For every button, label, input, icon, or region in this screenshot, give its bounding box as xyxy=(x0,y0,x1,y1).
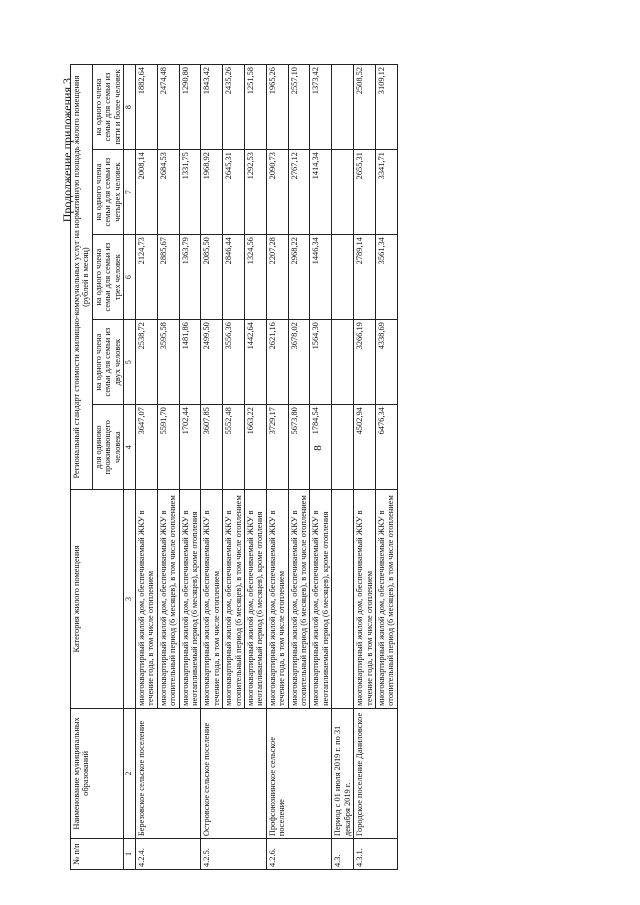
value-cell: 2621,16 xyxy=(266,320,288,405)
value-cell: 1564,30 xyxy=(310,320,332,405)
header-family-5: на одного члена семьи для семьи из пяти и более человек xyxy=(92,65,123,150)
value-cell: 2684,53 xyxy=(157,150,179,235)
dwelling-category: многоквартирный жилой дом, обеспечиваемый ЖКУ в отопительный период (6 месяцев), в том числе отоплением xyxy=(157,490,179,709)
header-municipality: Наименование муниципальных образований xyxy=(71,708,124,838)
tariff-table xyxy=(70,64,398,870)
dwelling-category: многоквартирный жилой дом, обеспечиваемый ЖКУ в неотапливаемый период (6 месяцев), кроме отопления xyxy=(310,490,332,709)
value-cell: 1363,79 xyxy=(179,235,201,320)
municipality-name: Профсоюзнинское сельское поселение xyxy=(266,708,331,838)
value-cell: 1843,42 xyxy=(201,65,223,150)
row-number: 4.2.5. xyxy=(201,839,266,870)
header-no: № п/п xyxy=(71,839,124,870)
header-family-3: на одного члена семьи для семьи из трех человек xyxy=(92,235,123,320)
value-cell: 2508,52 xyxy=(354,65,376,150)
value-cell: 1290,80 xyxy=(179,65,201,150)
value-cell: 2885,67 xyxy=(157,235,179,320)
value-cell: 5673,80 xyxy=(288,405,310,490)
dwelling-category: многоквартирный жилой дом, обеспечиваемый ЖКУ в течение года, в том числе отоплением xyxy=(354,490,376,709)
value-cell: 3266,19 xyxy=(354,320,376,405)
header-standard-group: Региональный стандарт стоимости жилищно-коммунальных услуг на нормативную площадь жилого помещения (рублей в месяц) xyxy=(71,65,93,490)
dwelling-category: многоквартирный жилой дом, обеспечиваемый ЖКУ в течение года, в том числе отоплением xyxy=(266,490,288,709)
table-row xyxy=(332,65,354,870)
header-single: для одиноко проживающего человека xyxy=(92,405,123,490)
value-cell: 4502,94 xyxy=(354,405,376,490)
header-family-2: на одного члена семьи для семьи из двух человек xyxy=(92,320,123,405)
value-cell: 1481,86 xyxy=(179,320,201,405)
dwelling-category: многоквартирный жилой дом, обеспечиваемый ЖКУ в течение года, в том числе отоплением xyxy=(135,490,157,709)
value-cell: 1331,75 xyxy=(179,150,201,235)
value-cell: 1414,34 xyxy=(310,150,332,235)
column-number: 1 xyxy=(124,839,136,870)
value-cell: 1784,54 xyxy=(310,405,332,490)
table-row xyxy=(266,65,288,870)
row-number: 4.3. xyxy=(332,839,354,870)
value-cell: 2557,10 xyxy=(288,65,310,150)
appendix-title: Продолжение приложения 3 xyxy=(60,78,74,223)
column-number: 7 xyxy=(124,150,136,235)
value-cell: 2085,50 xyxy=(201,235,223,320)
value-cell: 3647,07 xyxy=(135,405,157,490)
value-cell: 2124,73 xyxy=(135,235,157,320)
value-cell: 5552,48 xyxy=(223,405,245,490)
page-number: 8 xyxy=(312,445,324,451)
column-number: 6 xyxy=(124,235,136,320)
dwelling-category: многоквартирный жилой дом, обеспечиваемый ЖКУ в неотапливаемый период (6 месяцев), кроме отопления xyxy=(245,490,267,709)
value-cell: 3595,58 xyxy=(157,320,179,405)
value-cell: 4338,69 xyxy=(375,320,397,405)
value-cell: 5591,70 xyxy=(157,405,179,490)
municipality-name: Островское сельское поселение xyxy=(201,708,266,838)
dwelling-category: многоквартирный жилой дом, обеспечиваемый ЖКУ в отопительный период (6 месяцев), в том числе отоплением xyxy=(223,490,245,709)
value-cell: 2090,73 xyxy=(266,150,288,235)
value-cell: 2846,44 xyxy=(223,235,245,320)
value-cell: 2435,26 xyxy=(223,65,245,150)
value-cell: 2538,72 xyxy=(135,320,157,405)
value-cell: 3607,85 xyxy=(201,405,223,490)
column-number: 2 xyxy=(124,708,136,838)
value-cell: 2207,28 xyxy=(266,235,288,320)
value-cell xyxy=(332,320,354,405)
value-cell: 1373,42 xyxy=(310,65,332,150)
row-number: 4.2.6. xyxy=(266,839,331,870)
dwelling-category xyxy=(332,490,354,709)
row-number: 4.2.4. xyxy=(135,839,200,870)
value-cell: 2767,12 xyxy=(288,150,310,235)
value-cell: 3561,34 xyxy=(375,235,397,320)
value-cell: 2789,14 xyxy=(354,235,376,320)
value-cell: 2968,22 xyxy=(288,235,310,320)
value-cell: 2645,31 xyxy=(223,150,245,235)
value-cell: 1882,64 xyxy=(135,65,157,150)
value-cell: 1965,26 xyxy=(266,65,288,150)
column-number: 8 xyxy=(124,65,136,150)
column-number: 3 xyxy=(124,490,136,709)
municipality-name: Березовское сельское поселение xyxy=(135,708,200,838)
value-cell: 2008,14 xyxy=(135,150,157,235)
value-cell xyxy=(332,150,354,235)
value-cell: 1663,22 xyxy=(245,405,267,490)
header-category: Категория жилого помещения xyxy=(71,490,124,709)
value-cell: 1442,64 xyxy=(245,320,267,405)
value-cell: 1968,92 xyxy=(201,150,223,235)
value-cell: 3109,12 xyxy=(375,65,397,150)
value-cell: 3341,71 xyxy=(375,150,397,235)
period-label: Период с 01 июля 2019 г. по 31 декабря 2019 г. xyxy=(332,708,354,838)
municipality-name: Городское поселение Даниловское xyxy=(354,708,398,838)
column-number: 4 xyxy=(124,405,136,490)
value-cell xyxy=(332,65,354,150)
table-row xyxy=(135,65,157,870)
dwelling-category: многоквартирный жилой дом, обеспечиваемый ЖКУ в отопительный период (6 месяцев), в том числе отоплением xyxy=(375,490,397,709)
dwelling-category: многоквартирный жилой дом, обеспечиваемый ЖКУ в неотапливаемый период (6 месяцев), кроме отопления xyxy=(179,490,201,709)
value-cell: 1292,53 xyxy=(245,150,267,235)
value-cell xyxy=(332,405,354,490)
value-cell: 2474,48 xyxy=(157,65,179,150)
table-row xyxy=(354,65,376,870)
value-cell: 1702,44 xyxy=(179,405,201,490)
value-cell: 1251,58 xyxy=(245,65,267,150)
table-row xyxy=(201,65,223,870)
header-family-4: на одного члена семьи для семьи из четырех человек xyxy=(92,150,123,235)
value-cell: 1446,34 xyxy=(310,235,332,320)
value-cell: 2499,50 xyxy=(201,320,223,405)
dwelling-category: многоквартирный жилой дом, обеспечиваемый ЖКУ в течение года, в том числе отоплением xyxy=(201,490,223,709)
value-cell: 3729,17 xyxy=(266,405,288,490)
dwelling-category: многоквартирный жилой дом, обеспечиваемый ЖКУ в отопительный период (6 месяцев), в том числе отоплением xyxy=(288,490,310,709)
value-cell: 2655,31 xyxy=(354,150,376,235)
column-number: 5 xyxy=(124,320,136,405)
row-number: 4.3.1. xyxy=(354,839,398,870)
value-cell: 6476,34 xyxy=(375,405,397,490)
value-cell: 1324,56 xyxy=(245,235,267,320)
value-cell: 3678,02 xyxy=(288,320,310,405)
value-cell: 3556,36 xyxy=(223,320,245,405)
value-cell xyxy=(332,235,354,320)
